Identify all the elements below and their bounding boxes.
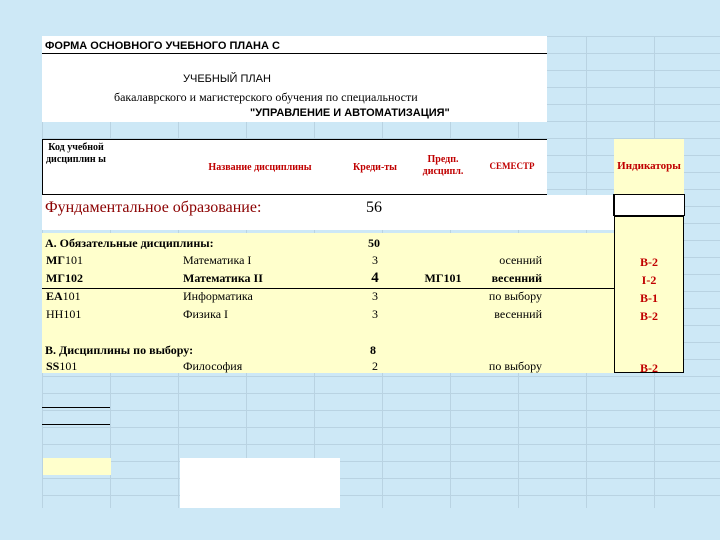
discipline-semester: осенний: [499, 253, 542, 267]
discipline-credits: 3: [372, 253, 378, 267]
code-suffix: 101: [62, 289, 81, 303]
discipline-credits: 3: [372, 289, 378, 303]
code-suffix: 101: [59, 359, 78, 373]
discipline-prereq: МГ101: [424, 271, 462, 285]
column-name-header: Название дисциплины: [208, 162, 312, 173]
discipline-semester: по выбору: [488, 289, 542, 303]
code-suffix: НН101: [46, 307, 82, 321]
discipline-name: Физика I: [183, 307, 229, 321]
code-suffix: 101: [64, 253, 83, 267]
discipline-code: [46, 288, 81, 304]
white-cell-block: [180, 458, 340, 508]
discipline-indicator: В-2: [640, 361, 658, 375]
group-b-label: В. Дисциплины по выбору:: [45, 343, 194, 357]
discipline-semester: по выбору: [488, 359, 542, 373]
discipline-indicator: В-2: [640, 309, 658, 323]
code-prefix: МГ: [46, 253, 65, 267]
discipline-name: Философия: [183, 359, 243, 373]
discipline-code: [46, 358, 77, 374]
code-prefix: SS: [46, 359, 60, 373]
discipline-name: Математика II: [183, 271, 263, 285]
code-prefix: ЕА: [46, 289, 63, 303]
column-indicators-header: Индикаторы: [617, 160, 681, 172]
discipline-indicator: I-2: [641, 273, 657, 287]
discipline-credits: 2: [372, 359, 378, 373]
plan-title: УЧЕБНЫЙ ПЛАН: [183, 73, 271, 85]
column-code-header: Код учебной дисциплин ы: [46, 142, 106, 165]
group-a-label: А. Обязательные дисциплины:: [45, 236, 214, 250]
discipline-indicator: В-2: [640, 255, 658, 269]
column-semester-header: СЕМЕСТР: [489, 161, 535, 171]
column-credits-header: Креди-ты: [353, 162, 397, 173]
specialty: "УПРАВЛЕНИЕ И АВТОМАТИЗАЦИЯ": [250, 107, 450, 119]
form-title: ФОРМА ОСНОВНОГО УЧЕБНОГО ПЛАНА С: [45, 40, 280, 52]
discipline-indicator: В-1: [640, 291, 658, 305]
discipline-code: [46, 252, 83, 268]
discipline-code: [46, 270, 83, 286]
discipline-semester: весенний: [491, 271, 542, 285]
plan-subtitle: бакалаврского и магистерского обучения по специальности: [114, 90, 418, 104]
discipline-name: Математика I: [183, 253, 252, 267]
discipline-credits: 4: [371, 270, 379, 286]
column-prereq-header: Предп. дисципл.: [422, 154, 464, 177]
group-b-credits: 8: [370, 343, 376, 357]
discipline-code: [46, 306, 81, 322]
fundamental-label: Фундаментальное образование:: [45, 199, 262, 216]
code-prefix: МГ102: [46, 271, 83, 285]
yellow-cell: [43, 458, 111, 475]
indicators-fundamental-cell: [614, 195, 684, 215]
discipline-credits: 3: [372, 307, 378, 321]
fundamental-credits: 56: [366, 199, 382, 216]
discipline-name: Информатика: [183, 289, 253, 303]
discipline-semester: весенний: [494, 307, 542, 321]
group-a-credits: 50: [368, 236, 380, 250]
